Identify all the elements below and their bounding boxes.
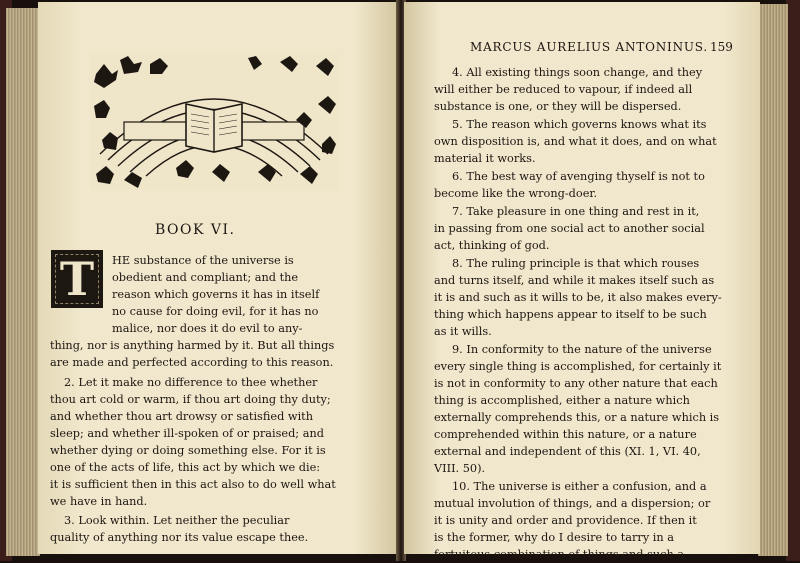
text-line: 5. The reason which governs knows what its	[452, 118, 707, 131]
text-line: externally comprehends this, or a nature which is	[434, 411, 720, 424]
text-line: and whether thou art drowsy or satisfied with	[50, 410, 313, 423]
text-line: thing, nor is anything harmed by it. But all things	[50, 339, 335, 352]
text-line: are made and perfected according to this reason.	[50, 356, 334, 369]
text-line: obedient and compliant; and the	[112, 271, 299, 284]
text-line: become like the wrong-doer.	[434, 187, 598, 200]
text-line: 10. The universe is either a confusion, and a	[452, 480, 707, 493]
text-line: 3. Look within. Let neither the peculiar	[64, 514, 290, 527]
text-line: it is sufficient then in this act also to do well what	[50, 478, 336, 491]
text-line: it is unity and order and providence. If then it	[434, 514, 697, 527]
text-line: one of the acts of life, this act by which we die:	[50, 461, 321, 474]
text-line: 6. The best way of avenging thyself is not to	[452, 170, 705, 183]
text-line: is not in conformity to any other nature that each	[434, 377, 718, 390]
text-line: thou art cold or warm, if thou art doing thy duty;	[50, 393, 331, 406]
text-line: thing which happens appear to itself to be such	[434, 308, 707, 321]
book-title: BOOK VI.	[155, 222, 236, 238]
text-line: reason which governs it has in itself	[112, 288, 320, 301]
text-line: thing is accomplished, either a nature which	[434, 394, 690, 407]
text-line: sleep; and whether ill-spoken of or praised; and	[50, 427, 324, 440]
right-page	[404, 2, 760, 561]
text-line: material it works.	[434, 152, 536, 165]
drop-cap-frame	[55, 254, 99, 304]
text-line: 4. All existing things soon change, and they	[452, 66, 703, 79]
text-line: quality of anything nor its value escape thee.	[50, 531, 309, 544]
text-line: will either be reduced to vapour, if indeed all	[434, 83, 693, 96]
drop-cap-text: T	[59, 252, 95, 306]
page-edges-right	[758, 4, 788, 556]
text-line: it is and such as it wills to be, it also makes every-	[434, 291, 722, 304]
headpiece-illustration	[90, 54, 338, 190]
text-line: malice, nor does it do evil to any-	[112, 322, 303, 335]
text-line: is the former, why do I desire to tarry in a	[434, 531, 675, 544]
text-line: 9. In conformity to the nature of the universe	[452, 343, 712, 356]
text-line: no cause for doing evil, for it has no	[112, 305, 319, 318]
text-line: own disposition is, and what it does, and on what	[434, 135, 717, 148]
text-line: whether dying or doing something else. For it is	[50, 444, 326, 457]
text-line: as it wills.	[434, 325, 492, 338]
text-line: in passing from one social act to another social	[434, 222, 705, 235]
text-line: VIII. 50).	[434, 462, 486, 475]
text-line: external and independent of this (XI. 1, VI. 40,	[434, 445, 701, 458]
text-line: act, thinking of god.	[434, 239, 550, 252]
text-line: and turns itself, and while it makes itself such as	[434, 274, 715, 287]
text-line: substance is one, or they will be dispersed.	[434, 100, 682, 113]
text-line: we have in hand.	[50, 495, 148, 508]
page-number: 159	[710, 40, 733, 54]
text-line: HE substance of the universe is	[112, 254, 294, 267]
cover-board-right	[786, 0, 800, 561]
text-line: 7. Take pleasure in one thing and rest in it,	[452, 205, 700, 218]
page-edges-left	[6, 8, 40, 556]
running-head: MARCUS AURELIUS ANTONINUS.	[470, 40, 709, 54]
drop-cap-letter	[51, 250, 103, 308]
text-line: every single thing is accomplished, for certainly it	[434, 360, 722, 373]
text-line: 8. The ruling principle is that which rouses	[452, 257, 700, 270]
text-line: mutual involution of things, and a dispersion; or	[434, 497, 711, 510]
text-line: 2. Let it make no difference to thee whether	[64, 376, 318, 389]
text-line: comprehended within this nature, or a nature	[434, 428, 697, 441]
text-line: fortuitous combination of things and such a	[434, 548, 685, 561]
left-page	[38, 2, 398, 554]
